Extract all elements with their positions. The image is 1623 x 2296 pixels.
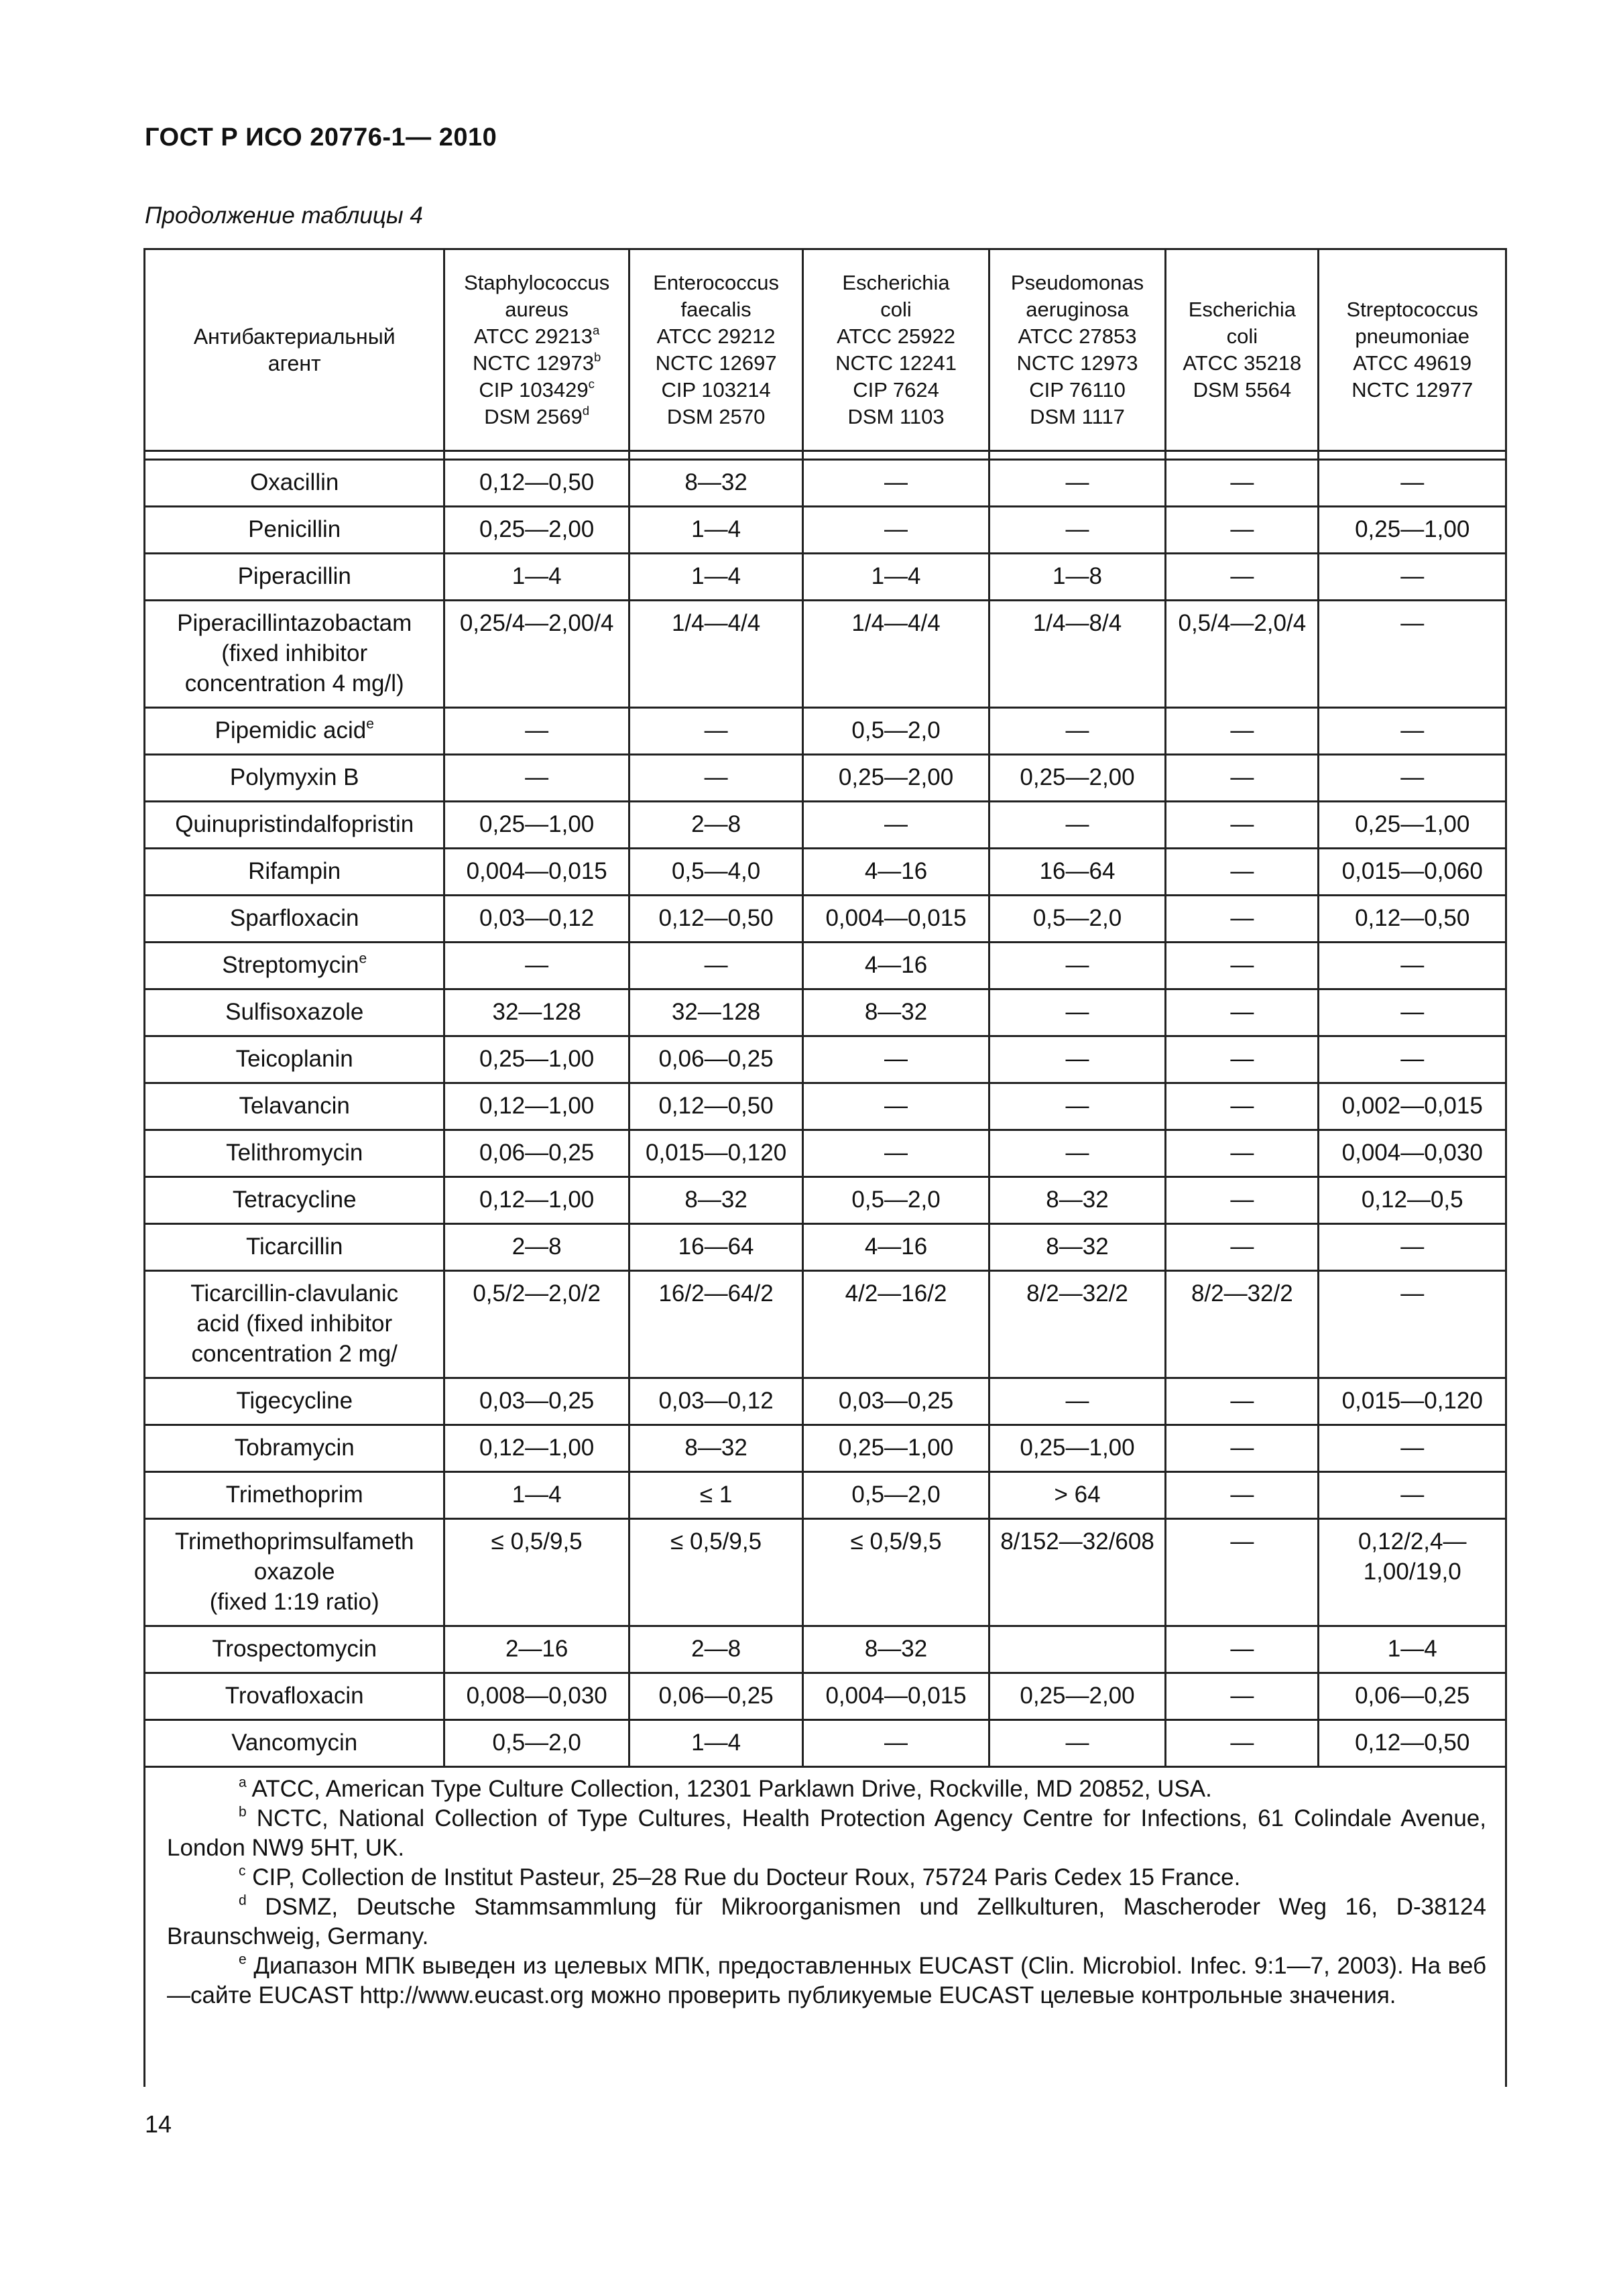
- mic-range-cell: 0,5—2,0: [803, 1472, 989, 1519]
- table-row: [145, 849, 1506, 896]
- mic-range-cell: ≤ 0,5/9,5: [629, 1519, 802, 1626]
- agent-name-cell: Piperacillin: [145, 554, 444, 601]
- mic-range-cell: 0,06—0,25: [629, 1673, 802, 1720]
- organism-column-header: Streptococcus pneumoniae ATCC 49619 NCTC 12977: [1319, 249, 1506, 451]
- mic-range-cell: > 64: [989, 1472, 1165, 1519]
- mic-range-cell: —: [1166, 989, 1319, 1036]
- mic-range-cell: 0,008—0,030: [444, 1673, 629, 1720]
- agent-name-cell: Quinupristindalfopristin: [145, 802, 444, 849]
- mic-range-cell: —: [444, 943, 629, 989]
- mic-range-cell: 0,5—2,0: [444, 1720, 629, 1767]
- mic-range-cell: —: [803, 1720, 989, 1767]
- mic-range-cell: 1/4—4/4: [629, 601, 802, 708]
- mic-range-cell: —: [1319, 755, 1506, 802]
- mic-range-cell: 0,06—0,25: [444, 1130, 629, 1177]
- mic-range-cell: —: [1319, 708, 1506, 755]
- mic-range-cell: 1—4: [444, 1472, 629, 1519]
- table-row: [145, 1130, 1506, 1177]
- mic-range-cell: —: [1166, 1378, 1319, 1425]
- mic-range-cell: 8—32: [989, 1224, 1165, 1271]
- agent-name-cell: Pipemidic acid$^e$: [145, 708, 444, 755]
- footnote-mark: e: [359, 951, 367, 967]
- mic-range-cell: 0,03—0,12: [629, 1378, 802, 1425]
- mic-range-cell: 8/152—32/608: [989, 1519, 1165, 1626]
- mic-range-cell: 16—64: [629, 1224, 802, 1271]
- mic-range-cell: 0,004—0,015: [803, 1673, 989, 1720]
- mic-range-cell: —: [1166, 755, 1319, 802]
- mic-range-cell: —: [989, 1036, 1165, 1083]
- mic-range-cell: 0,5—2,0: [989, 896, 1165, 943]
- mic-range-cell: —: [989, 989, 1165, 1036]
- mic-range-cell: 0,12—0,50: [1319, 896, 1506, 943]
- mic-range-cell: 4/2—16/2: [803, 1271, 989, 1378]
- mic-range-cell: —: [1166, 460, 1319, 507]
- agent-name-cell: Trimethoprimsulfameth oxazole (fixed 1:19 ratio): [145, 1519, 444, 1626]
- mic-range-cell: —: [803, 460, 989, 507]
- table-row: [145, 1425, 1506, 1472]
- footnote: $^b$ NCTC, National Collection of Type Cultures, Health Protection Agency Centre for Infections, 61 Colindale Avenue, London NW9 5HT, UK.: [167, 1804, 1486, 1861]
- table-continuation-caption: Продолжение таблицы 4: [145, 202, 423, 229]
- footnote-mark: d: [582, 403, 590, 418]
- document-id: ГОСТ Р ИСО 20776-1— 2010: [145, 123, 497, 152]
- mic-range-cell: 0,004—0,030: [1319, 1130, 1506, 1177]
- agent-name-cell: Trospectomycin: [145, 1626, 444, 1673]
- footnote: $^e$ Диапазон МПК выведен из целевых МПК, предоставленных EUCAST (Clin. Microbiol. Infec. 9:1—7, 2003). На веб—сайте EUCAST http://www.eucast.org можно проверить публикуемые EUCAST целевые контрольные значения.: [167, 1951, 1486, 2008]
- mic-range-cell: 4—16: [803, 943, 989, 989]
- organism-column-header: Enterococcus faecalis ATCC 29212 NCTC 12697 CIP 103214 DSM 2570: [629, 249, 802, 451]
- footnote-mark: c: [239, 1863, 246, 1879]
- table-row: [145, 896, 1506, 943]
- agent-name-cell: Telithromycin: [145, 1130, 444, 1177]
- table-header-row: [145, 249, 1506, 451]
- table-row: [145, 1378, 1506, 1425]
- mic-range-cell: 1—4: [629, 507, 802, 554]
- mic-range-cell: 0,03—0,12: [444, 896, 629, 943]
- mic-range-cell: 0,015—0,120: [1319, 1378, 1506, 1425]
- organism-column-header: Escherichia coli ATCC 25922 NCTC 12241 CIP 7624 DSM 1103: [803, 249, 989, 451]
- agent-name-cell: Vancomycin: [145, 1720, 444, 1767]
- mic-range-cell: 1—4: [629, 1720, 802, 1767]
- mic-range-cell: 1—4: [629, 554, 802, 601]
- mic-range-cell: —: [1166, 1425, 1319, 1472]
- mic-range-cell: —: [1166, 943, 1319, 989]
- agent-name-cell: Sparfloxacin: [145, 896, 444, 943]
- mic-range-cell: 0,25—2,00: [989, 1673, 1165, 1720]
- footnotes-list: [167, 1774, 1486, 2010]
- footnote-mark: a: [239, 1774, 247, 1791]
- footnote-mark: b: [239, 1804, 247, 1820]
- mic-range-cell: —: [803, 507, 989, 554]
- mic-range-cell: —: [1166, 1224, 1319, 1271]
- table-row: [145, 1224, 1506, 1271]
- agent-name-cell: Trovafloxacin: [145, 1673, 444, 1720]
- mic-range-cell: —: [1319, 460, 1506, 507]
- mic-range-cell: 0,12—0,50: [444, 460, 629, 507]
- mic-range-cell: 8—32: [629, 460, 802, 507]
- mic-range-cell: ≤ 0,5/9,5: [803, 1519, 989, 1626]
- mic-range-cell: 0,25—2,00: [803, 755, 989, 802]
- mic-range-cell: 32—128: [629, 989, 802, 1036]
- mic-range-cell: [989, 1626, 1165, 1673]
- table-row: [145, 1519, 1506, 1626]
- mic-range-cell: —: [989, 1720, 1165, 1767]
- mic-range-cell: —: [803, 1036, 989, 1083]
- mic-range-cell: —: [1319, 943, 1506, 989]
- agent-name-cell: Polymyxin B: [145, 755, 444, 802]
- mic-range-cell: 0,015—0,120: [629, 1130, 802, 1177]
- agent-name-cell: Telavancin: [145, 1083, 444, 1130]
- mic-range-cell: 8—32: [989, 1177, 1165, 1224]
- mic-range-cell: —: [989, 943, 1165, 989]
- table-body: [145, 451, 1506, 1767]
- table-row: [145, 1036, 1506, 1083]
- table-row: [145, 1472, 1506, 1519]
- agent-column-header: Антибактериальный агент: [145, 249, 444, 451]
- mic-range-cell: 0,12—1,00: [444, 1425, 629, 1472]
- mic-range-cell: 8—32: [629, 1425, 802, 1472]
- mic-range-cell: 2—8: [629, 1626, 802, 1673]
- mic-range-cell: 1—4: [1319, 1626, 1506, 1673]
- mic-range-cell: 2—16: [444, 1626, 629, 1673]
- mic-range-cell: 0,25—2,00: [989, 755, 1165, 802]
- mic-range-cell: —: [1166, 554, 1319, 601]
- footnote-mark: d: [239, 1892, 247, 1909]
- agent-name-cell: Rifampin: [145, 849, 444, 896]
- header-separator: [145, 451, 1506, 460]
- mic-range-cell: —: [444, 755, 629, 802]
- mic-range-cell: 0,12/2,4— 1,00/19,0: [1319, 1519, 1506, 1626]
- mic-range-cell: 16/2—64/2: [629, 1271, 802, 1378]
- mic-range-cell: 0,12—0,5: [1319, 1177, 1506, 1224]
- mic-range-cell: —: [1166, 802, 1319, 849]
- mic-range-cell: 0,5—4,0: [629, 849, 802, 896]
- agent-name-cell: Piperacillintazobactam (fixed inhibitor concentration 4 mg/l): [145, 601, 444, 708]
- table-row: [145, 802, 1506, 849]
- mic-range-cell: —: [629, 943, 802, 989]
- mic-range-cell: —: [989, 507, 1165, 554]
- organism-column-header: Pseudomonas aeruginosa ATCC 27853 NCTC 12973 CIP 76110 DSM 1117: [989, 249, 1165, 451]
- mic-range-cell: 0,25—1,00: [989, 1425, 1165, 1472]
- mic-range-cell: 8—32: [629, 1177, 802, 1224]
- mic-range-cell: 32—128: [444, 989, 629, 1036]
- mic-range-cell: —: [1166, 1720, 1319, 1767]
- mic-range-cell: —: [803, 1083, 989, 1130]
- footnote-mark: a: [592, 322, 600, 337]
- mic-range-cell: 16—64: [989, 849, 1165, 896]
- mic-range-cell: —: [1166, 1036, 1319, 1083]
- table-row: [145, 1673, 1506, 1720]
- mic-range-cell: 0,12—1,00: [444, 1177, 629, 1224]
- mic-range-cell: —: [629, 708, 802, 755]
- mic-range-cell: 0,5/2—2,0/2: [444, 1271, 629, 1378]
- footnote: $^d$ DSMZ, Deutsche Stammsammlung für Mikroorganismen und Zellkulturen, Mascheroder Weg 16, D-38124 Braunschweig, Germany.: [167, 1892, 1486, 1949]
- mic-range-cell: —: [1166, 896, 1319, 943]
- agent-name-cell: Streptomycin$^e$: [145, 943, 444, 989]
- mic-range-cell: —: [1166, 507, 1319, 554]
- mic-range-cell: 1/4—8/4: [989, 601, 1165, 708]
- agent-name-cell: Trimethoprim: [145, 1472, 444, 1519]
- mic-range-cell: —: [1319, 1271, 1506, 1378]
- table-row: [145, 989, 1506, 1036]
- agent-name-cell: Tobramycin: [145, 1425, 444, 1472]
- mic-range-cell: 0,06—0,25: [1319, 1673, 1506, 1720]
- table-row: [145, 1626, 1506, 1673]
- mic-range-cell: —: [444, 708, 629, 755]
- table-row: [145, 554, 1506, 601]
- mic-range-cell: —: [1319, 1472, 1506, 1519]
- footnote-mark: c: [588, 376, 595, 391]
- mic-range-cell: 0,5—2,0: [803, 1177, 989, 1224]
- mic-range-cell: 1—4: [803, 554, 989, 601]
- agent-name-cell: Tigecycline: [145, 1378, 444, 1425]
- mic-range-cell: —: [1166, 1472, 1319, 1519]
- mic-range-cell: —: [1319, 1036, 1506, 1083]
- table-row: [145, 755, 1506, 802]
- table-row: [145, 1083, 1506, 1130]
- mic-range-cell: 2—8: [629, 802, 802, 849]
- table-row: [145, 1271, 1506, 1378]
- mic-range-cell: 0,25—1,00: [444, 1036, 629, 1083]
- mic-range-cell: 1—8: [989, 554, 1165, 601]
- mic-range-cell: 0,12—0,50: [629, 1083, 802, 1130]
- mic-range-cell: 4—16: [803, 849, 989, 896]
- mic-range-cell: —: [1166, 1673, 1319, 1720]
- footnote-mark: b: [593, 349, 601, 364]
- mic-range-cell: 0,12—0,50: [1319, 1720, 1506, 1767]
- agent-name-cell: Oxacillin: [145, 460, 444, 507]
- mic-range-cell: 0,004—0,015: [803, 896, 989, 943]
- agent-name-cell: Sulfisoxazole: [145, 989, 444, 1036]
- footnote: $^c$ CIP, Collection de Institut Pasteur, 25–28 Rue du Docteur Roux, 75724 Paris Cedex 15 France.: [239, 1863, 1241, 1890]
- mic-range-cell: 0,25—1,00: [1319, 802, 1506, 849]
- mic-table: [143, 248, 1507, 1768]
- mic-range-cell: —: [803, 1130, 989, 1177]
- mic-range-cell: —: [1319, 1224, 1506, 1271]
- table-row: [145, 708, 1506, 755]
- table-row: [145, 943, 1506, 989]
- mic-range-cell: 1/4—4/4: [803, 601, 989, 708]
- mic-range-cell: 8—32: [803, 989, 989, 1036]
- mic-range-cell: —: [989, 1083, 1165, 1130]
- footnote-mark: e: [239, 1951, 247, 1968]
- footnote-mark: e: [366, 716, 374, 732]
- mic-range-cell: —: [989, 708, 1165, 755]
- mic-range-cell: —: [989, 1130, 1165, 1177]
- mic-range-cell: 0,002—0,015: [1319, 1083, 1506, 1130]
- mic-range-cell: —: [1319, 1425, 1506, 1472]
- mic-range-cell: 0,03—0,25: [803, 1378, 989, 1425]
- mic-range-cell: ≤ 0,5/9,5: [444, 1519, 629, 1626]
- mic-range-cell: 0,06—0,25: [629, 1036, 802, 1083]
- mic-range-cell: 8/2—32/2: [1166, 1271, 1319, 1378]
- mic-range-cell: 0,03—0,25: [444, 1378, 629, 1425]
- footnote: $^a$ ATCC, American Type Culture Collection, 12301 Parklawn Drive, Rockville, MD 20852, USA.: [239, 1774, 1212, 1802]
- organism-column-header: Staphylococcus aureus ATCC 29213$^a$ NCTC 12973$^b$ CIP 103429$^c$ DSM 2569$^d$: [444, 249, 629, 451]
- mic-range-cell: —: [803, 802, 989, 849]
- mic-range-cell: —: [1166, 1083, 1319, 1130]
- mic-range-cell: 2—8: [444, 1224, 629, 1271]
- agent-name-cell: Penicillin: [145, 507, 444, 554]
- mic-range-cell: —: [1166, 849, 1319, 896]
- mic-range-cell: —: [1166, 1626, 1319, 1673]
- mic-range-cell: —: [989, 1378, 1165, 1425]
- mic-range-cell: 0,25/4—2,00/4: [444, 601, 629, 708]
- mic-range-cell: —: [1319, 601, 1506, 708]
- mic-range-cell: 0,25—1,00: [444, 802, 629, 849]
- mic-range-cell: 0,25—2,00: [444, 507, 629, 554]
- agent-name-cell: Ticarcillin: [145, 1224, 444, 1271]
- agent-name-cell: Tetracycline: [145, 1177, 444, 1224]
- mic-range-cell: —: [1319, 554, 1506, 601]
- mic-range-cell: 1—4: [444, 554, 629, 601]
- mic-range-cell: —: [989, 460, 1165, 507]
- mic-range-cell: —: [1166, 1130, 1319, 1177]
- mic-range-cell: ≤ 1: [629, 1472, 802, 1519]
- mic-range-cell: 0,004—0,015: [444, 849, 629, 896]
- mic-range-cell: —: [629, 755, 802, 802]
- agent-name-cell: Ticarcillin-clavulanic acid (fixed inhibitor concentration 2 mg/: [145, 1271, 444, 1378]
- mic-range-cell: 8/2—32/2: [989, 1271, 1165, 1378]
- agent-name-cell: Teicoplanin: [145, 1036, 444, 1083]
- mic-range-cell: —: [1166, 1519, 1319, 1626]
- footnotes-section: [143, 1741, 1507, 2087]
- mic-range-cell: 0,25—1,00: [803, 1425, 989, 1472]
- mic-range-cell: 0,12—0,50: [629, 896, 802, 943]
- mic-range-cell: 0,12—1,00: [444, 1083, 629, 1130]
- mic-range-cell: 0,5—2,0: [803, 708, 989, 755]
- mic-range-cell: —: [989, 802, 1165, 849]
- page-number: 14: [145, 2110, 172, 2138]
- mic-range-cell: —: [1319, 989, 1506, 1036]
- mic-range-cell: 8—32: [803, 1626, 989, 1673]
- table-row: [145, 507, 1506, 554]
- mic-range-cell: 0,25—1,00: [1319, 507, 1506, 554]
- mic-range-cell: 0,015—0,060: [1319, 849, 1506, 896]
- table-row: [145, 601, 1506, 708]
- mic-range-cell: 4—16: [803, 1224, 989, 1271]
- table-row: [145, 1177, 1506, 1224]
- organism-column-header: Escherichia coli ATCC 35218 DSM 5564: [1166, 249, 1319, 451]
- mic-range-cell: 0,5/4—2,0/4: [1166, 601, 1319, 708]
- mic-range-cell: —: [1166, 1177, 1319, 1224]
- mic-range-cell: —: [1166, 708, 1319, 755]
- table-row: [145, 460, 1506, 507]
